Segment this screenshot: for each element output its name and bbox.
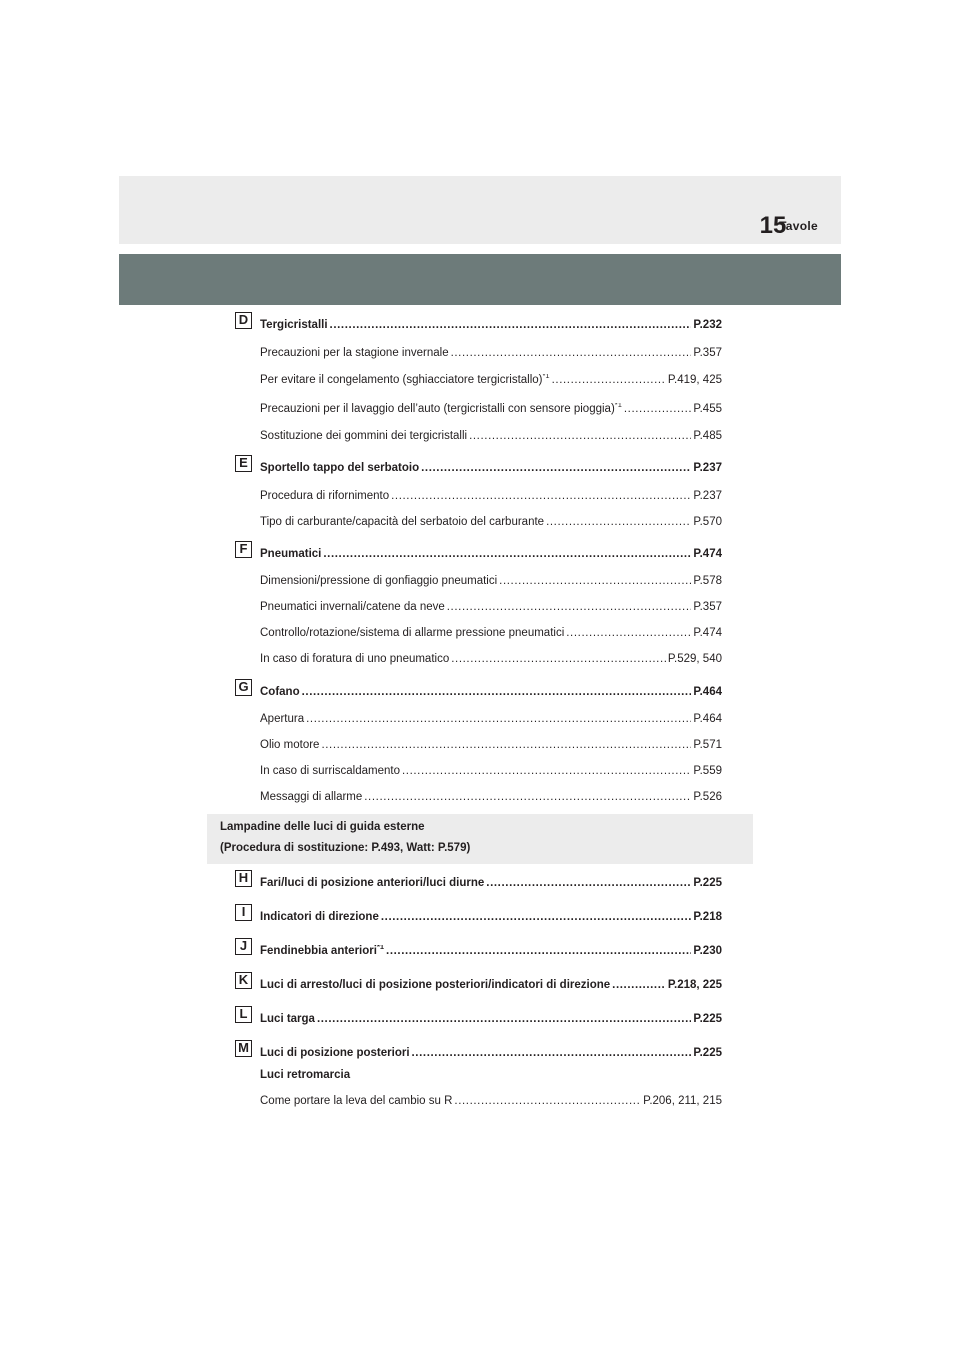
footnote-marker: *1 <box>614 403 622 410</box>
index-entry <box>260 1095 722 1111</box>
entry-label: Cofano <box>260 686 300 698</box>
index-entry <box>260 601 722 617</box>
section-letter-f: F <box>235 541 252 558</box>
section-letter-e: E <box>235 455 252 472</box>
entry-label: Fendinebbia anteriori$^{*1}$ <box>260 945 384 957</box>
dot-leader <box>451 653 666 665</box>
section-title: Tavole <box>779 219 818 233</box>
dot-leader <box>306 713 691 725</box>
entry-label: Olio motore <box>260 739 320 751</box>
dot-leader <box>447 601 692 613</box>
page-reference-link[interactable]: P.526 <box>693 791 722 803</box>
lamp-info-subtitle: (Procedura di sostituzione: P.493, Watt: P.579) <box>220 842 471 854</box>
entry-label: Precauzioni per il lavaggio dell’auto (tergicristalli con sensore pioggia)$^{*1}$ <box>260 403 622 415</box>
index-entry <box>260 403 722 419</box>
dot-leader <box>386 945 691 957</box>
page-reference-link[interactable]: P.464 <box>693 713 722 725</box>
entry-label: Luci di posizione posteriori <box>260 1047 410 1059</box>
index-entry <box>260 653 722 669</box>
section-letter-d: D <box>235 312 252 329</box>
page-reference-link[interactable]: P.225 <box>693 1047 722 1059</box>
entry-label: In caso di foratura di uno pneumatico <box>260 653 450 665</box>
index-entry-heading <box>260 979 722 995</box>
index-entry <box>260 490 722 506</box>
entry-label: Luci retromarcia <box>260 1069 351 1081</box>
dot-leader <box>321 739 691 751</box>
page-reference-link[interactable]: P.455 <box>693 403 722 415</box>
page-reference-link[interactable]: P.485 <box>693 430 722 442</box>
header-band <box>119 176 841 244</box>
entry-label: Luci di arresto/luci di posizione posteriori/indicatori di direzione <box>260 979 611 991</box>
page-reference-link[interactable]: P.237 <box>693 490 722 502</box>
entry-label: Dimensioni/pressione di gonfiaggio pneumatici <box>260 575 498 587</box>
dot-leader <box>323 548 691 560</box>
page-reference-link[interactable]: P.570 <box>693 516 722 528</box>
entry-label: Apertura <box>260 713 305 725</box>
entry-label: Pneumatici <box>260 548 322 560</box>
section-letter-h: H <box>235 870 252 887</box>
page-number: 15 <box>759 212 787 239</box>
page-reference-link[interactable]: P.474 <box>693 548 722 560</box>
page-reference-link[interactable]: P.218, 225 <box>667 979 722 991</box>
footnote-marker: *1 <box>376 945 385 952</box>
page-reference-link[interactable]: P.474 <box>693 627 722 639</box>
index-entry-heading <box>260 877 722 893</box>
page-reference-link[interactable]: P.357 <box>693 347 722 359</box>
entry-label: Sostituzione dei gommini dei tergicristalli <box>260 430 468 442</box>
section-letter-l: L <box>235 1006 252 1023</box>
entry-label: Precauzioni per la stagione invernale <box>260 347 449 359</box>
page-reference-link[interactable]: P.230 <box>693 945 722 957</box>
section-letter-j: J <box>235 938 252 955</box>
page-reference-link[interactable]: P.419, 425 <box>667 374 722 386</box>
index-entry-heading <box>260 1047 722 1063</box>
entry-label: In caso di surriscaldamento <box>260 765 400 777</box>
index-entry-heading <box>260 548 722 564</box>
index-entry-heading <box>260 945 722 961</box>
index-entry <box>260 374 722 390</box>
dot-leader <box>546 516 691 528</box>
section-letter-m: M <box>235 1040 252 1057</box>
dot-leader <box>612 979 666 991</box>
dot-leader <box>421 462 691 474</box>
page-reference-link[interactable]: P.225 <box>693 1013 722 1025</box>
index-entry <box>260 575 722 591</box>
entry-label: Come portare la leva del cambio su R <box>260 1095 453 1107</box>
page-reference-link[interactable]: P.559 <box>693 765 722 777</box>
page-reference-link[interactable]: P.206, 211, 215 <box>643 1095 722 1107</box>
index-entry <box>260 430 722 446</box>
page-reference-link[interactable]: P.578 <box>693 575 722 587</box>
entry-label: Sportello tappo del serbatoio <box>260 462 420 474</box>
index-entry-heading <box>260 319 722 335</box>
entry-label: Indicatori di direzione <box>260 911 379 923</box>
page-reference-link[interactable]: P.529, 540 <box>667 653 722 665</box>
entry-label: Procedura di rifornimento <box>260 490 390 502</box>
index-entry <box>260 516 722 532</box>
index-entry-heading <box>260 911 722 927</box>
index-entry <box>260 713 722 729</box>
dot-leader <box>381 911 692 923</box>
index-entry-heading <box>260 1013 722 1029</box>
index-entry-heading <box>260 686 722 702</box>
page-reference-link[interactable]: P.464 <box>693 686 722 698</box>
index-entry <box>260 627 722 643</box>
dot-leader <box>454 1095 641 1107</box>
dot-leader <box>486 877 691 889</box>
page-reference-link[interactable]: P.237 <box>693 462 722 474</box>
dot-leader <box>469 430 691 442</box>
index-entry <box>260 739 722 755</box>
dot-leader <box>364 791 691 803</box>
dot-leader <box>412 1047 692 1059</box>
dot-leader <box>451 347 692 359</box>
index-entry <box>260 791 722 807</box>
page-reference-link[interactable]: P.232 <box>693 319 722 331</box>
entry-label: Fari/luci di posizione anteriori/luci diurne <box>260 877 485 889</box>
header-dark-band <box>119 254 841 305</box>
dot-leader <box>566 627 691 639</box>
dot-leader <box>624 403 692 415</box>
entry-label: Pneumatici invernali/catene da neve <box>260 601 445 613</box>
lamp-info-title: Lampadine delle luci di guida esterne <box>220 821 425 833</box>
entry-label: Tergicristalli <box>260 319 328 331</box>
dot-leader <box>402 765 691 777</box>
page-reference-link[interactable]: P.225 <box>693 877 722 889</box>
dot-leader <box>552 374 666 386</box>
dot-leader <box>391 490 691 502</box>
section-letter-i: I <box>235 904 252 921</box>
index-entry <box>260 765 722 781</box>
entry-label: Luci targa <box>260 1013 315 1025</box>
entry-label: Controllo/rotazione/sistema di allarme pressione pneumatici <box>260 627 565 639</box>
entry-label: Per evitare il congelamento (sghiacciatore tergicristallo)$^{*1}$ <box>260 374 550 386</box>
page-reference-link[interactable]: P.357 <box>693 601 722 613</box>
entry-label: Messaggi di allarme <box>260 791 363 803</box>
section-letter-g: G <box>235 679 252 696</box>
index-entry-heading <box>260 462 722 478</box>
footnote-marker: *1 <box>542 374 550 381</box>
index-entry-heading <box>260 1069 722 1085</box>
page-reference-link[interactable]: P.218 <box>693 911 722 923</box>
index-entry <box>260 347 722 363</box>
entry-label: Tipo di carburante/capacità del serbatoio del carburante <box>260 516 545 528</box>
dot-leader <box>302 686 692 698</box>
section-letter-k: K <box>235 972 252 989</box>
dot-leader <box>499 575 691 587</box>
dot-leader <box>330 319 692 331</box>
dot-leader <box>317 1013 691 1025</box>
page-reference-link[interactable]: P.571 <box>693 739 722 751</box>
